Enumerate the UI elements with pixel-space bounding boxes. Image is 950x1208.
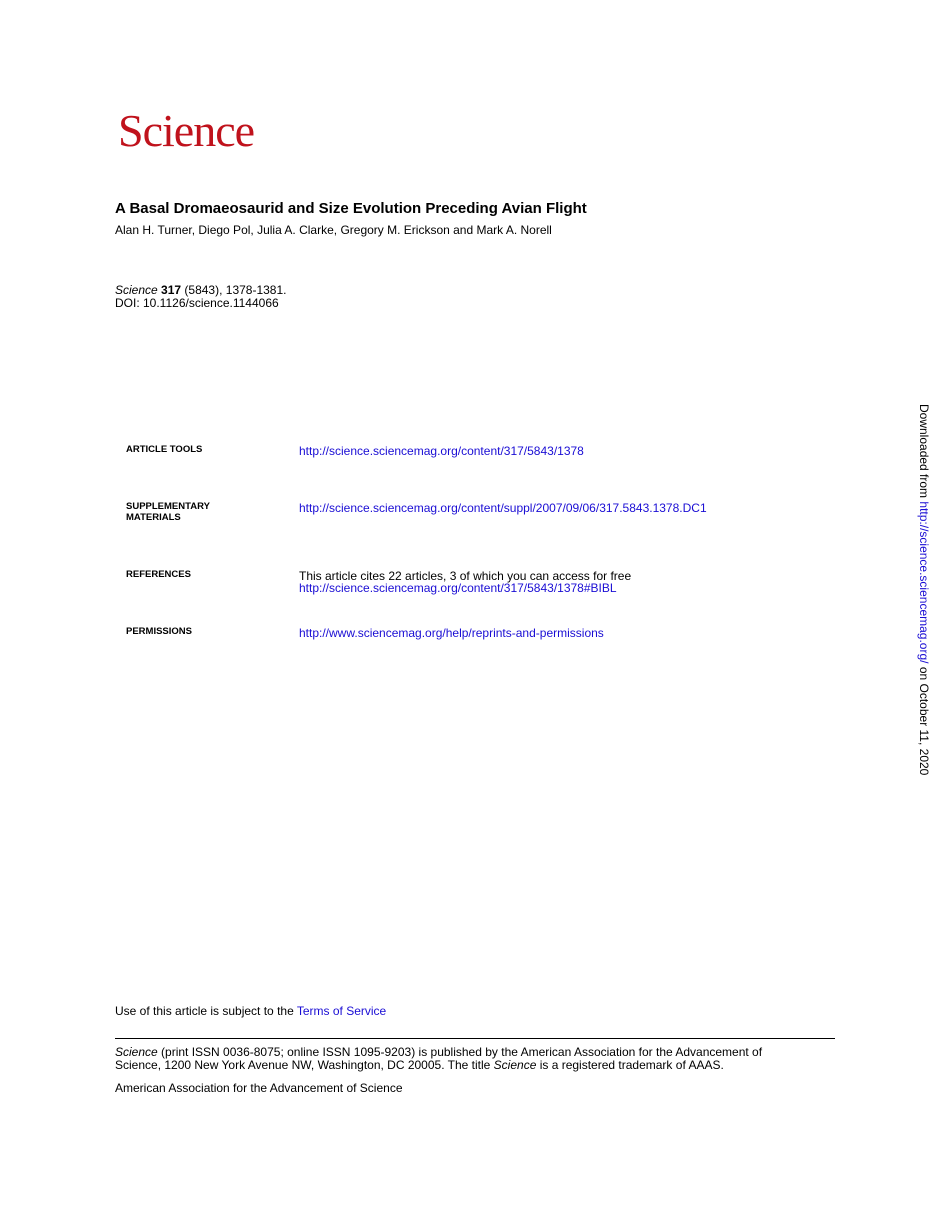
download-date: on October 11, 2020 bbox=[917, 663, 931, 776]
publisher-note-line2-journal: Science bbox=[493, 1058, 537, 1072]
publisher-note-line2-b: is a registered trademark of AAAS. bbox=[536, 1058, 724, 1072]
citation-doi: DOI: 10.1126/science.1144066 bbox=[115, 296, 279, 310]
terms-of-service-link[interactable]: Terms of Service bbox=[296, 1004, 387, 1018]
article-tools-label: ARTICLE TOOLS bbox=[126, 444, 203, 455]
article-citation bbox=[115, 284, 287, 310]
article-title: A Basal Dromaeosaurid and Size Evolution Preceding Avian Flight bbox=[115, 200, 587, 217]
supplementary-materials-label bbox=[126, 501, 210, 523]
citation-journal: Science bbox=[115, 283, 158, 297]
publisher-note-line2-a: Science, 1200 New York Avenue NW, Washington, DC 20005. The title bbox=[115, 1058, 494, 1072]
article-tools-link[interactable]: http://science.sciencemag.org/content/317/5843/1378 bbox=[299, 444, 584, 458]
permissions-link[interactable]: http://www.sciencemag.org/help/reprints-and-permissions bbox=[299, 626, 604, 640]
citation-volume: 317 bbox=[161, 283, 182, 297]
references-text: This article cites 22 articles, 3 of which you can access for free bbox=[299, 569, 632, 583]
supplementary-label-line2: MATERIALS bbox=[126, 512, 181, 523]
terms-notice bbox=[115, 1004, 386, 1018]
download-sidebar bbox=[903, 404, 931, 776]
article-authors: Alan H. Turner, Diego Pol, Julia A. Clarke, Gregory M. Erickson and Mark A. Norell bbox=[115, 223, 552, 237]
publisher-note bbox=[115, 1046, 762, 1072]
supplementary-materials-link[interactable]: http://science.sciencemag.org/content/suppl/2007/09/06/317.5843.1378.DC1 bbox=[299, 501, 707, 515]
supplementary-label-line1: SUPPLEMENTARY bbox=[126, 501, 210, 512]
permissions-label: PERMISSIONS bbox=[126, 626, 192, 637]
science-logo: Science bbox=[118, 105, 255, 156]
references-link[interactable]: http://science.sciencemag.org/content/317/5843/1378#BIBL bbox=[299, 581, 617, 595]
publisher-note-line2 bbox=[115, 1059, 762, 1072]
citation-pages: (5843), 1378-1381. bbox=[181, 283, 287, 297]
terms-prefix: Use of this article is subject to the bbox=[115, 1004, 297, 1018]
publisher-note-line1-text: (print ISSN 0036-8075; online ISSN 1095-9203) is published by the American Association for the Advancement of bbox=[157, 1045, 763, 1059]
download-source-link[interactable]: http://science.sciencemag.org/ bbox=[917, 501, 931, 664]
footer-divider bbox=[115, 1038, 835, 1039]
publisher-note-journal: Science bbox=[115, 1045, 158, 1059]
publisher-organization: American Association for the Advancement of Science bbox=[115, 1081, 403, 1095]
download-prefix: Downloaded from bbox=[917, 404, 931, 502]
references-label: REFERENCES bbox=[126, 569, 191, 580]
